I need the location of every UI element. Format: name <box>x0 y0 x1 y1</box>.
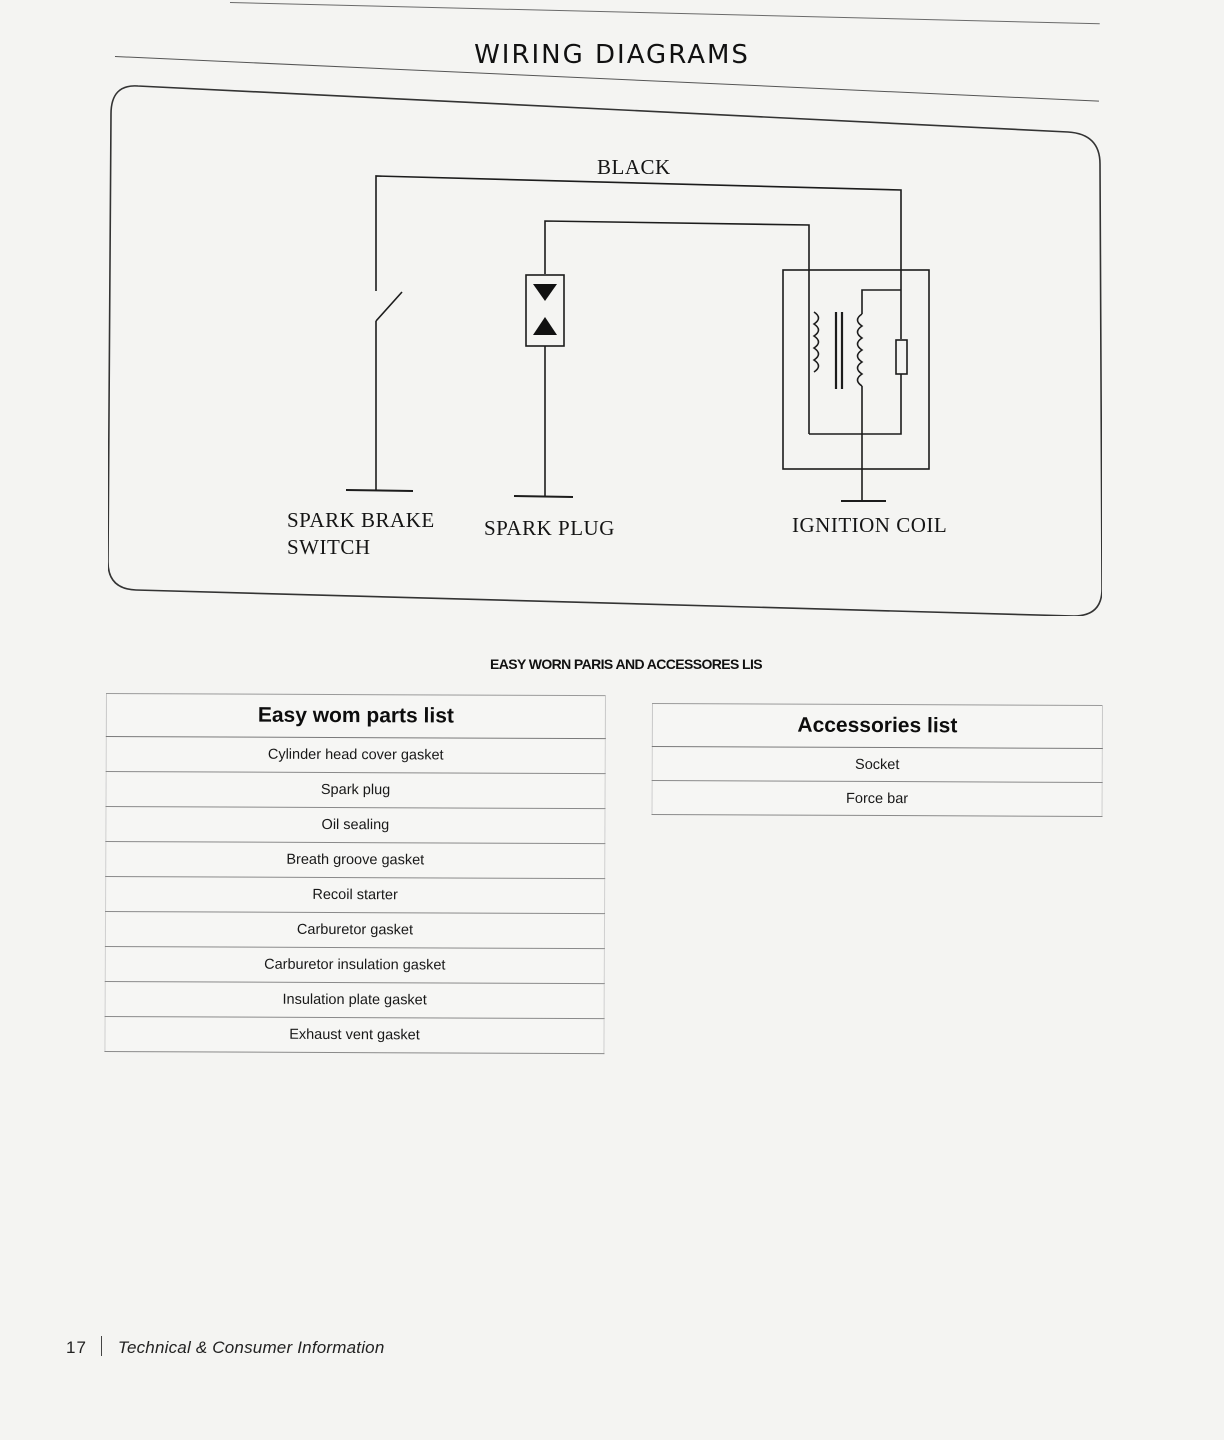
page-title: WIRING DIAGRAMS <box>474 40 750 70</box>
label-spark-brake-switch <box>287 507 435 561</box>
footer-text: Technical & Consumer Information <box>117 1338 385 1357</box>
top-rule <box>230 2 1100 24</box>
parts-list-title: Easy wom parts list <box>106 694 605 739</box>
parts-list-item: Cylinder head cover gasket <box>106 737 605 774</box>
coil-secondary-lead <box>862 290 901 314</box>
table-row <box>106 842 605 879</box>
parts-list-item: Breath groove gasket <box>106 842 605 879</box>
accessories-list-table <box>652 703 1103 817</box>
parts-list-item: Carburetor gasket <box>105 912 604 949</box>
primary-winding <box>814 312 819 372</box>
table-row <box>106 807 605 844</box>
parts-list-item: Insulation plate gasket <box>105 981 604 1018</box>
plug-ground-symbol <box>514 496 573 497</box>
coil-loop <box>809 374 901 434</box>
accessories-list-title: Accessories list <box>652 704 1102 749</box>
accessories-list-item: Force bar <box>652 781 1102 817</box>
footer-separator <box>101 1336 102 1356</box>
parts-list-item: Recoil starter <box>106 877 605 914</box>
parts-list-item: Exhaust vent gasket <box>105 1016 604 1053</box>
table-row <box>105 1016 604 1053</box>
table-row <box>105 912 604 949</box>
table-row <box>106 772 605 809</box>
parts-list-item: Carburetor insulation gasket <box>105 946 604 983</box>
table-row <box>105 981 604 1018</box>
plug-arrow-up <box>533 317 557 335</box>
parts-list-item: Spark plug <box>106 772 605 809</box>
page-footer <box>66 1336 385 1358</box>
table-row <box>652 747 1102 783</box>
page-number: 17 <box>66 1338 87 1357</box>
plug-wire <box>545 221 809 434</box>
label-ignition-coil: IGNITION COIL <box>792 513 948 537</box>
label-spark-brake-switch-line2: SWITCH <box>287 535 371 559</box>
table-row <box>106 877 605 914</box>
label-spark-plug: SPARK PLUG <box>484 516 615 540</box>
table-row <box>105 946 604 983</box>
switch-ground-symbol <box>346 490 413 491</box>
coil-resistor <box>896 340 907 374</box>
table-row <box>106 737 605 774</box>
label-spark-brake-switch-line1: SPARK BRAKE <box>287 508 435 532</box>
wire-label-black: BLACK <box>597 155 671 179</box>
black-wire <box>376 176 901 339</box>
accessories-list-item: Socket <box>652 747 1102 783</box>
lists-section-heading: EASY WORN PARIS AND ACCESSORES LIS <box>489 656 763 672</box>
parts-list-table <box>104 693 606 1054</box>
switch-blade <box>376 292 402 321</box>
plug-arrow-down <box>533 284 557 301</box>
parts-list-item: Oil sealing <box>106 807 605 844</box>
table-row <box>652 781 1102 817</box>
secondary-winding <box>858 314 863 386</box>
wiring-diagram <box>108 84 1102 616</box>
